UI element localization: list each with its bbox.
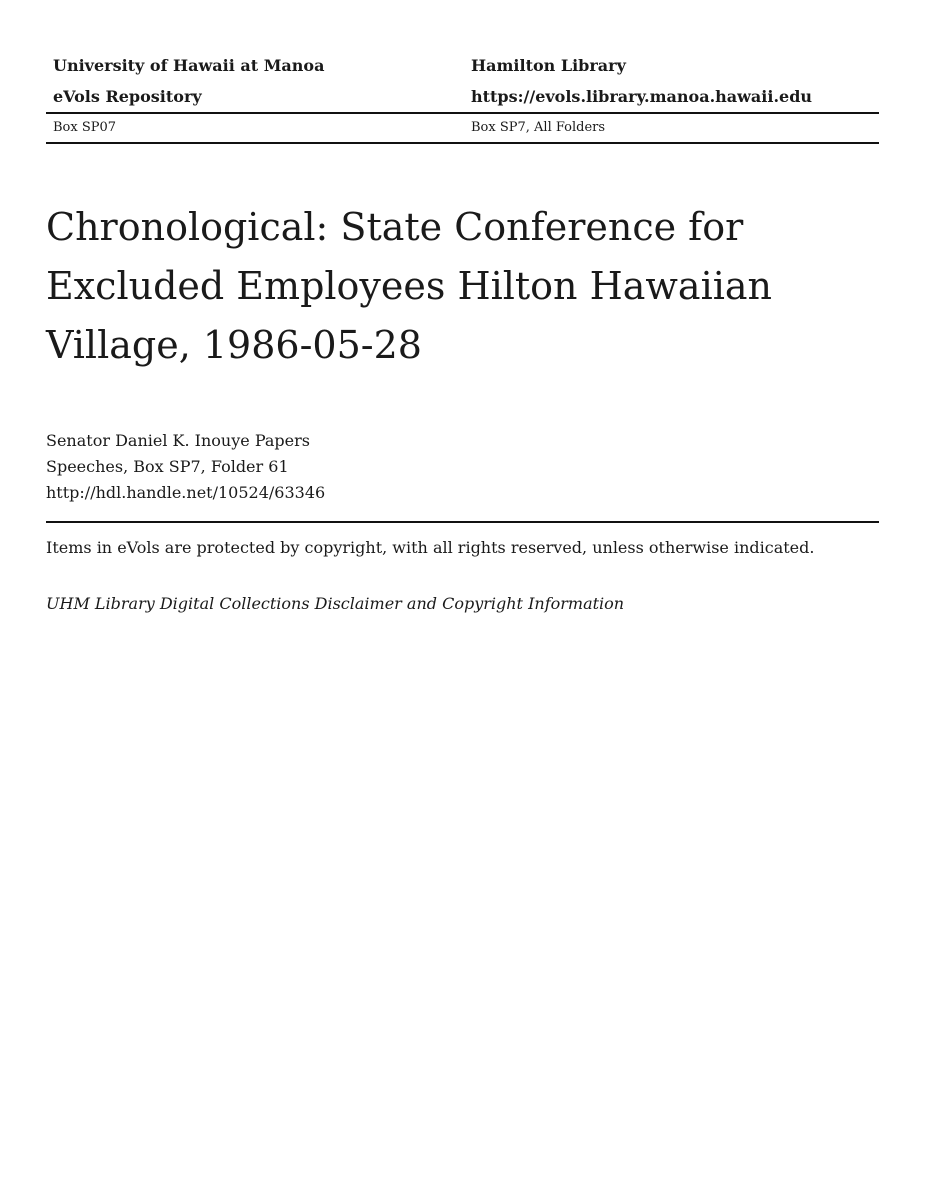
folder-location: Speeches, Box SP7, Folder 61 xyxy=(46,457,289,476)
box-label: Box SP07 xyxy=(53,120,117,135)
box-info-divider xyxy=(46,142,879,144)
disclaimer-link[interactable]: UHM Library Digital Collections Disclaimer and Copyright Information xyxy=(46,594,625,613)
repository-name: eVols Repository xyxy=(53,87,202,106)
header-row-bottom xyxy=(46,81,879,112)
header-row-top xyxy=(46,50,879,81)
box-info-row xyxy=(46,114,879,142)
institution-name: University of Hawaii at Manoa xyxy=(53,56,325,75)
repository-url[interactable]: https://evols.library.manoa.hawaii.edu xyxy=(471,87,813,106)
handle-link[interactable]: http://hdl.handle.net/10524/63346 xyxy=(46,483,326,502)
document-title: Chronological: State Conference for Excluded Employees Hilton Hawaiian Village, 1986-05-28 xyxy=(46,205,773,367)
copyright-notice: Items in eVols are protected by copyright, with all rights reserved, unless otherwise indicated. xyxy=(46,538,815,557)
cover-page xyxy=(46,0,879,617)
collection-name: Senator Daniel K. Inouye Papers xyxy=(46,431,310,450)
library-name: Hamilton Library xyxy=(471,56,626,75)
footer-divider xyxy=(46,521,879,523)
document-details xyxy=(46,428,879,506)
box-folders-label: Box SP7, All Folders xyxy=(471,120,606,135)
